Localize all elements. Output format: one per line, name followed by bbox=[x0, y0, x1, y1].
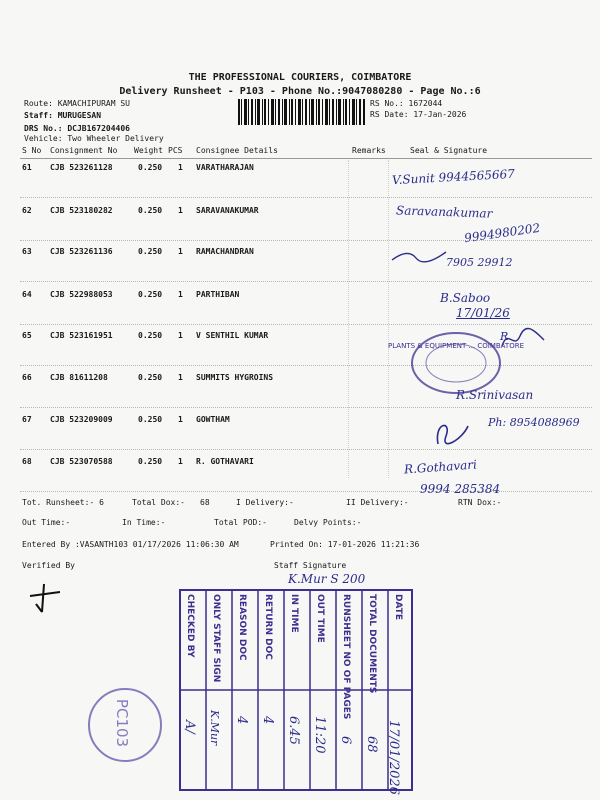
row-consignment-no: CJB 81611208 bbox=[50, 373, 108, 382]
stamp-label: CHECKED BY bbox=[185, 594, 195, 658]
row-sno: 61 bbox=[22, 163, 32, 172]
signature-68-phone: 9994 285384 bbox=[420, 482, 501, 496]
row-weight: 0.250 bbox=[138, 331, 163, 340]
rs-date: RS Date: 17-Jan-2026 bbox=[370, 110, 467, 119]
total-pod: Total POD:- bbox=[214, 518, 267, 527]
row-consignee: V SENTHIL KUMAR bbox=[196, 331, 269, 340]
row-pcs: 1 bbox=[178, 290, 183, 299]
row-divider bbox=[20, 324, 592, 325]
rs-number: RS No.: 1672044 bbox=[370, 99, 443, 108]
stamp-label: ONLY STAFF SIGN bbox=[211, 594, 221, 683]
stamp-date-value: 17/01/2026 bbox=[386, 720, 401, 795]
row-weight: 0.250 bbox=[138, 247, 163, 256]
row-consignee: R. GOTHAVARI bbox=[196, 457, 254, 466]
row-consignment-no: CJB 523261128 bbox=[50, 163, 113, 172]
stamp-staff-value: K.Mur bbox=[208, 710, 221, 746]
delvy-points: Delvy Points:- bbox=[294, 518, 362, 527]
signature-67-scribble bbox=[432, 418, 472, 448]
entered-by: Entered By :VASANTH103 01/17/2026 11:06:30 AM bbox=[22, 540, 239, 549]
signature-65: R bbox=[500, 330, 509, 343]
ii-delivery: II Delivery:- bbox=[346, 498, 409, 507]
signature-61: V.Sunit 9944565667 bbox=[391, 166, 516, 188]
drs-number: DRS No.: DCJB167204406 bbox=[24, 124, 130, 133]
stamp-reason-value: 4 bbox=[234, 716, 249, 725]
signature-63-phone: 7905 29912 bbox=[446, 256, 513, 269]
row-weight: 0.250 bbox=[138, 163, 163, 172]
row-sno: 63 bbox=[22, 247, 32, 256]
stamp-docs-value: 68 bbox=[364, 736, 379, 753]
row-consignee: GOWTHAM bbox=[196, 415, 230, 424]
staff-signature-label: Staff Signature bbox=[274, 561, 347, 570]
barcode bbox=[238, 99, 366, 125]
table-row bbox=[0, 206, 600, 218]
row-sno: 68 bbox=[22, 457, 32, 466]
stamp-label: RETURN DOC bbox=[263, 594, 273, 660]
runsheet-subtitle: Delivery Runsheet - P103 - Phone No.:9047080280 - Page No.:6 bbox=[119, 86, 481, 97]
stamp-label: TOTAL DOCUMENTS bbox=[367, 594, 377, 694]
out-time: Out Time:- bbox=[22, 518, 71, 527]
col-pcs: PCS bbox=[168, 146, 183, 155]
stamp-in-value: 6.45 bbox=[286, 716, 301, 745]
row-sno: 64 bbox=[22, 290, 32, 299]
row-consignment-no: CJB 522988053 bbox=[50, 290, 113, 299]
row-pcs: 1 bbox=[178, 206, 183, 215]
seal-text: PLANTS & EQUIPMENT ... COIMBATORE bbox=[388, 342, 524, 350]
table-row bbox=[0, 290, 600, 302]
route: Route: KAMACHIPURAM SU bbox=[24, 99, 130, 108]
table-header bbox=[0, 146, 600, 158]
row-weight: 0.250 bbox=[138, 415, 163, 424]
signature-62-phone: 9994980202 bbox=[463, 220, 541, 246]
row-consignee: SARAVANAKUMAR bbox=[196, 206, 259, 215]
stamp-return-value: 4 bbox=[260, 716, 275, 725]
col-consignment: Consignment No bbox=[50, 146, 118, 155]
company-seal bbox=[388, 330, 524, 396]
row-consignee: PARTHIBAN bbox=[196, 290, 240, 299]
row-consignee: VARATHARAJAN bbox=[196, 163, 254, 172]
signature-62-name: Saravanakumar bbox=[395, 203, 493, 221]
stamp-label: RUNSHEET NO OF PAGES bbox=[341, 594, 351, 720]
row-consignment-no: CJB 523161951 bbox=[50, 331, 113, 340]
stamp-label: DATE bbox=[393, 594, 403, 621]
table-row bbox=[0, 457, 600, 469]
total-dox-label: Total Dox:- bbox=[132, 498, 185, 507]
row-sno: 65 bbox=[22, 331, 32, 340]
row-divider bbox=[20, 281, 592, 282]
stamp-out-value: 11:20 bbox=[312, 716, 327, 754]
stamp-label: IN TIME bbox=[289, 594, 299, 633]
row-weight: 0.250 bbox=[138, 290, 163, 299]
row-pcs: 1 bbox=[178, 331, 183, 340]
verified-by: Verified By bbox=[22, 561, 75, 570]
runsheet-stamp bbox=[172, 586, 420, 796]
row-consignment-no: CJB 523261136 bbox=[50, 247, 113, 256]
row-pcs: 1 bbox=[178, 457, 183, 466]
signature-67-phone: Ph: 8954088969 bbox=[488, 416, 580, 429]
row-pcs: 1 bbox=[178, 163, 183, 172]
row-pcs: 1 bbox=[178, 373, 183, 382]
stamp-label: OUT TIME bbox=[315, 594, 325, 643]
pc-circle-stamp bbox=[88, 688, 162, 762]
total-dox-value: 68 bbox=[200, 498, 210, 507]
col-sno: S No bbox=[22, 146, 42, 155]
stamp-label: REASON DOC bbox=[237, 594, 247, 661]
signature-64-name: B.Saboo bbox=[440, 291, 491, 305]
company-title: THE PROFESSIONAL COURIERS, COIMBATORE bbox=[188, 72, 412, 83]
col-weight: Weight bbox=[134, 146, 163, 155]
row-sno: 62 bbox=[22, 206, 32, 215]
stamp-pages-value: 6 bbox=[338, 736, 353, 745]
stamp-checked-value: A/ bbox=[182, 720, 197, 734]
row-consignee: RAMACHANDRAN bbox=[196, 247, 254, 256]
row-consignment-no: CJB 523070588 bbox=[50, 457, 113, 466]
row-weight: 0.250 bbox=[138, 206, 163, 215]
row-sno: 67 bbox=[22, 415, 32, 424]
staff-signature: K.Mur S 200 bbox=[288, 572, 366, 586]
row-weight: 0.250 bbox=[138, 457, 163, 466]
header-rule bbox=[20, 158, 592, 159]
printed-on: Printed On: 17-01-2026 11:21:36 bbox=[270, 540, 420, 549]
row-divider bbox=[20, 197, 592, 198]
row-divider bbox=[20, 449, 592, 450]
table-row bbox=[0, 373, 600, 385]
col-consignee: Consignee Details bbox=[196, 146, 278, 155]
i-delivery: I Delivery:- bbox=[236, 498, 294, 507]
in-time: In Time:- bbox=[122, 518, 166, 527]
row-pcs: 1 bbox=[178, 415, 183, 424]
vehicle: Vehicle: Two Wheeler Delivery bbox=[24, 134, 164, 143]
rtn-dox: RTN Dox:- bbox=[458, 498, 502, 507]
signature-66: R.Srinivasan bbox=[456, 388, 534, 402]
col-remarks: Remarks bbox=[352, 146, 386, 155]
row-consignee: SUMMITS HYGROINS bbox=[196, 373, 274, 382]
tot-runsheet: Tot. Runsheet:- 6 bbox=[22, 498, 104, 507]
row-divider bbox=[20, 491, 592, 492]
staff: Staff: MURUGESAN bbox=[24, 111, 102, 120]
row-weight: 0.250 bbox=[138, 373, 163, 382]
row-divider bbox=[20, 407, 592, 408]
row-consignment-no: CJB 523180282 bbox=[50, 206, 113, 215]
verified-mark bbox=[26, 580, 66, 616]
col-seal-signature: Seal & Signature bbox=[410, 146, 488, 155]
pc-circle-text: PC103 bbox=[113, 698, 132, 748]
signature-63-scribble bbox=[390, 246, 450, 266]
row-pcs: 1 bbox=[178, 247, 183, 256]
row-divider bbox=[20, 240, 592, 241]
row-divider bbox=[20, 365, 592, 366]
row-consignment-no: CJB 523209009 bbox=[50, 415, 113, 424]
row-sno: 66 bbox=[22, 373, 32, 382]
signature-68-name: R.Gothavari bbox=[403, 457, 478, 477]
signature-64-date: 17/01/26 bbox=[456, 306, 510, 320]
